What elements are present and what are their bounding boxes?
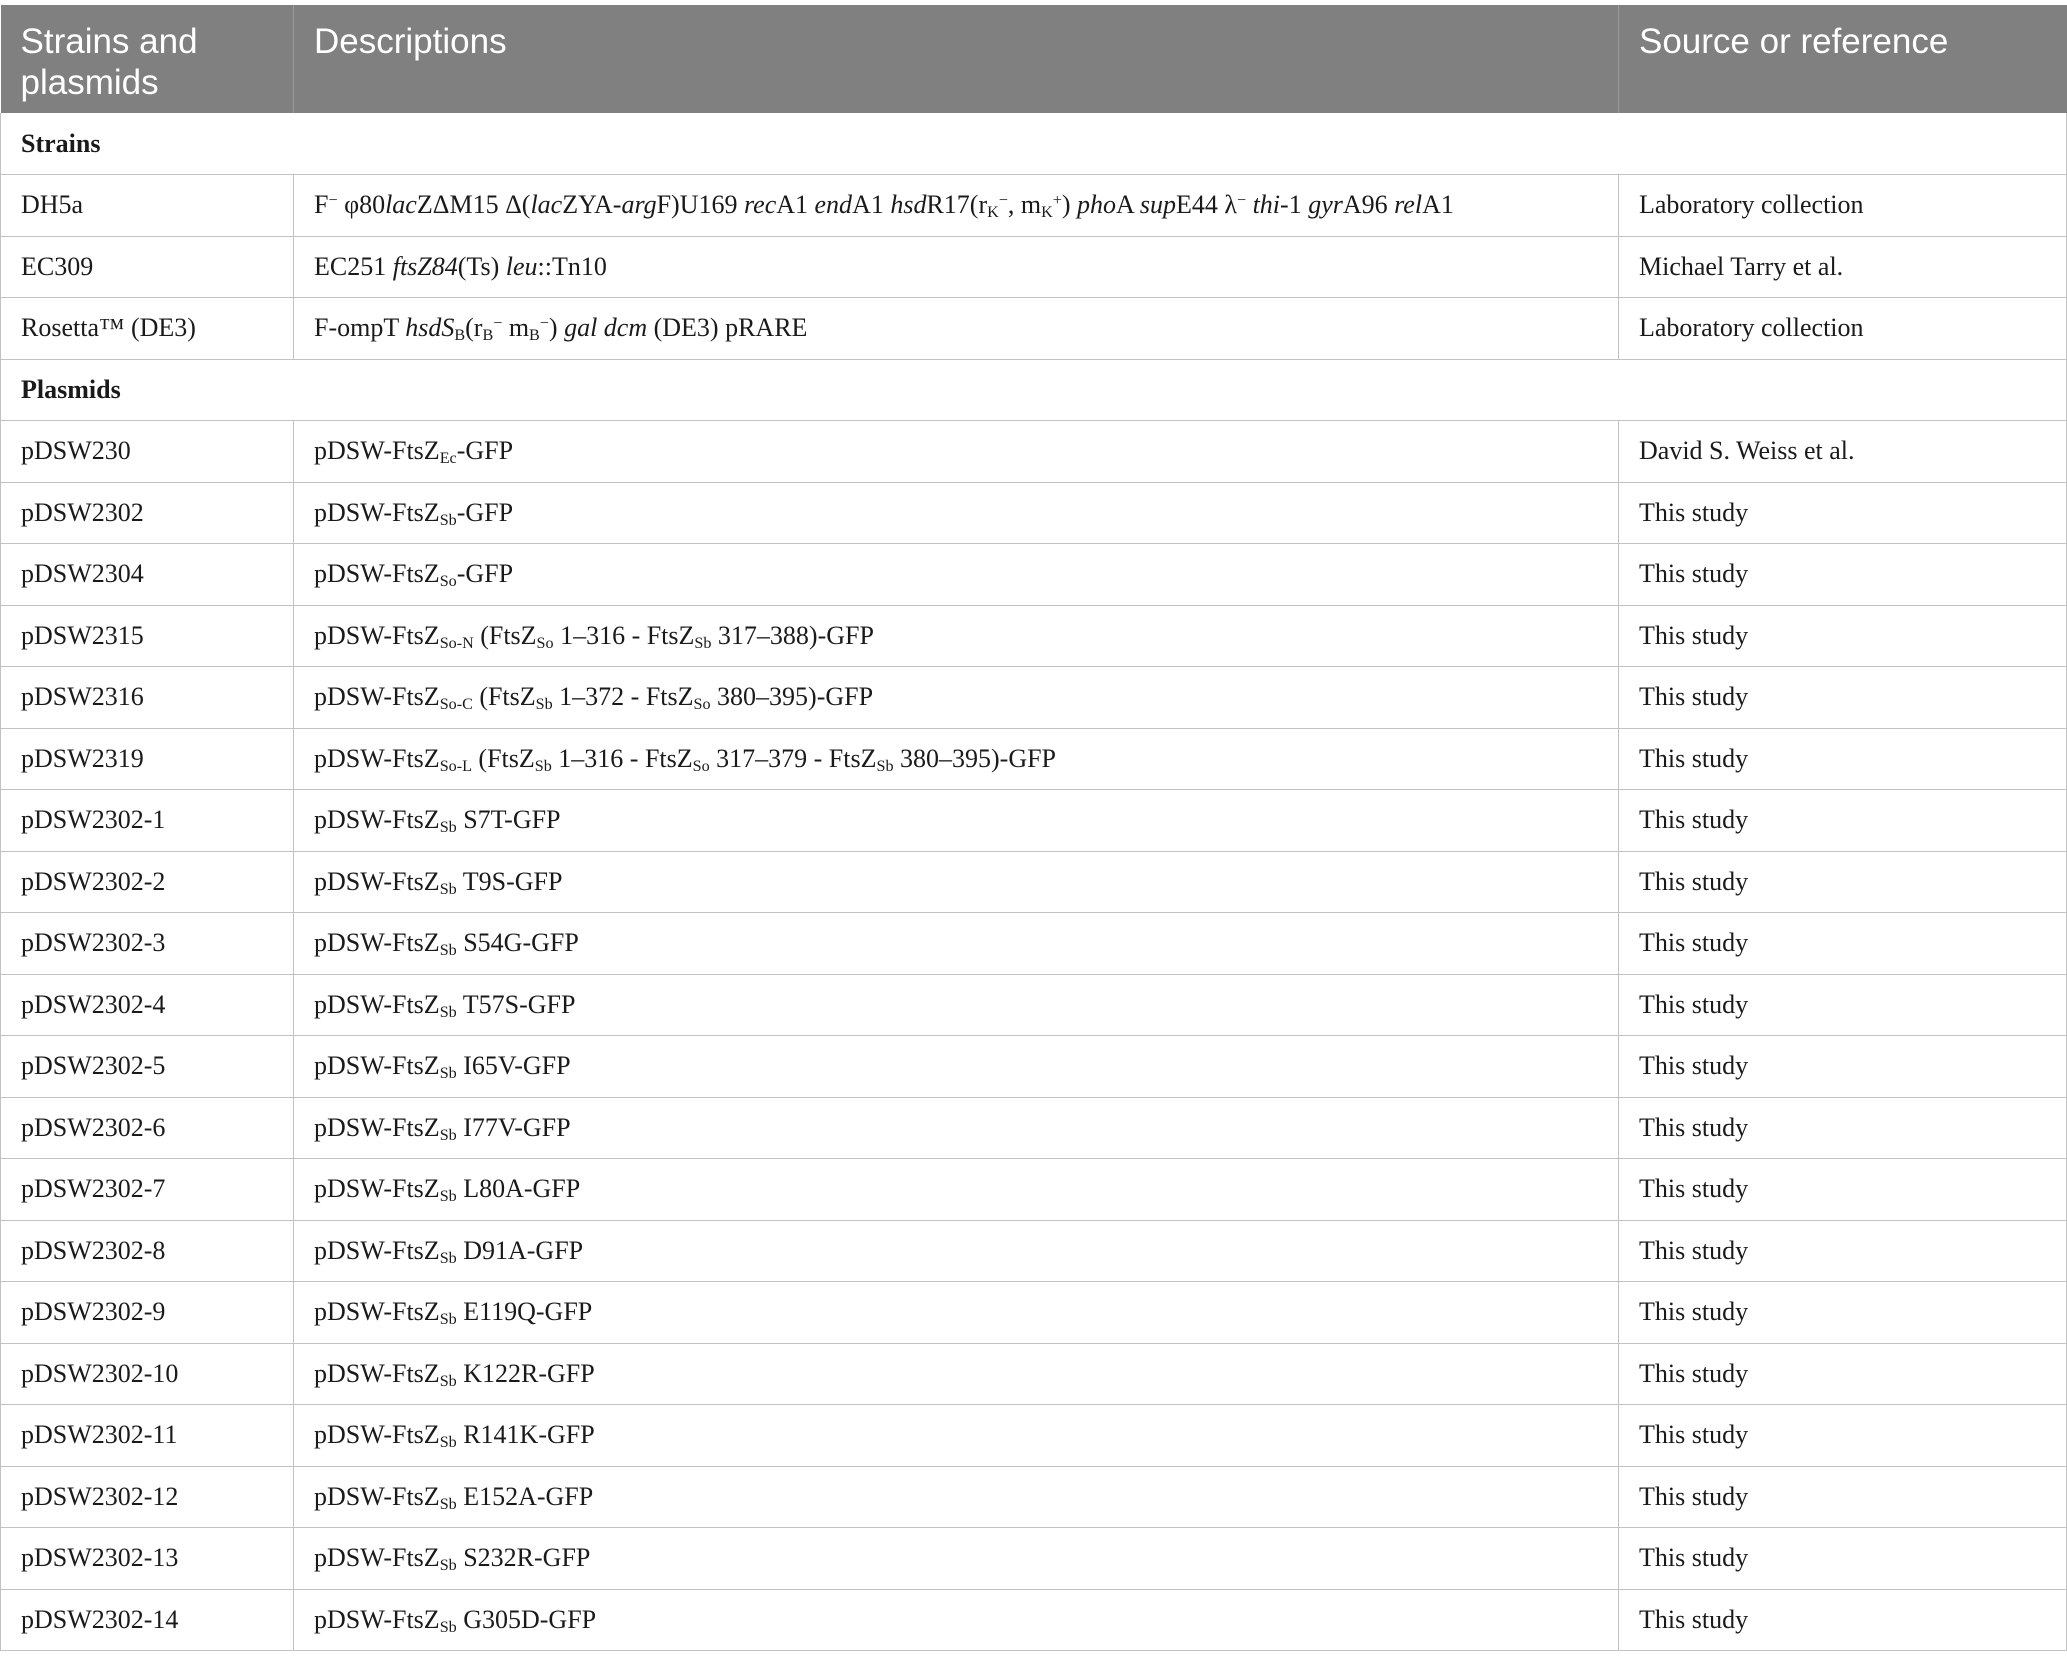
description-segment: Ec [439,450,457,468]
table-row [1,1528,2067,1590]
name-cell: EC309 [1,236,294,298]
table-row [1,1220,2067,1282]
description-segment: Sb [439,1065,457,1083]
description-segment: B [529,327,540,345]
description-segment: − [539,315,549,333]
description-cell [294,482,1619,544]
column-header-strains: Strains and plasmids [1,5,294,113]
table-row [1,544,2067,606]
name-cell: pDSW2315 [1,605,294,667]
description-cell [294,1466,1619,1528]
description-segment: − [998,192,1008,210]
description-segment: Sb [439,1495,457,1513]
description-segment: -1 [1280,190,1309,220]
description-cell [294,1343,1619,1405]
description-segment: So [536,634,554,652]
source-cell: This study [1619,1466,2067,1528]
description-segment: Sb [439,1372,457,1390]
description-segment: rel [1394,190,1423,220]
description-segment: lac [385,190,417,220]
description-segment: φ80 [337,190,386,220]
column-header-source: Source or reference [1619,5,2067,113]
description-segment: 317–379 - FtsZ [709,743,877,773]
description-segment: rec [744,190,777,220]
description-segment: ::Tn10 [537,251,607,281]
description-cell [294,1282,1619,1344]
name-cell: pDSW2302-5 [1,1036,294,1098]
description-segment: 317–388)-GFP [711,620,874,650]
description-segment: B [482,327,494,345]
name-cell: pDSW2302-4 [1,974,294,1036]
name-cell: pDSW2302-2 [1,851,294,913]
description-segment: gyr [1308,190,1343,220]
description-segment: D91A-GFP [456,1235,584,1265]
table-row [1,1036,2067,1098]
name-cell: pDSW2302-11 [1,1405,294,1467]
description-segment: ftsZ84 [392,251,458,281]
description-cell [294,728,1619,790]
description-segment: L80A-GFP [456,1174,581,1204]
description-segment: 1–316 - FtsZ [553,620,695,650]
description-segment: Sb [439,1557,457,1575]
table-row [1,298,2067,360]
source-cell: This study [1619,851,2067,913]
source-cell: Laboratory collection [1619,298,2067,360]
description-segment: A1 [776,190,815,220]
name-cell: pDSW2302-3 [1,913,294,975]
description-segment: pDSW-FtsZ [314,743,440,773]
description-segment: hsdS [405,313,455,343]
description-segment: So [692,757,710,775]
description-segment: T9S-GFP [456,866,563,896]
description-segment: S7T-GFP [456,805,561,835]
description-segment: Sb [439,1618,457,1636]
description-segment: pDSW-FtsZ [314,1358,440,1388]
description-segment: K [1041,204,1053,222]
description-segment: R17(r [926,190,988,220]
source-cell: David S. Weiss et al. [1619,421,2067,483]
description-segment: − [1236,192,1247,210]
description-segment: , m [1007,190,1042,220]
description-segment: So [693,696,711,714]
description-cell [294,974,1619,1036]
table-row [1,421,2067,483]
table-row [1,605,2067,667]
source-cell: Michael Tarry et al. [1619,236,2067,298]
description-segment: ZYA- [562,190,622,220]
description-segment: 1–372 - FtsZ [552,682,694,712]
description-segment: − [493,315,503,333]
description-cell [294,605,1619,667]
table-row [1,851,2067,913]
description-segment: F-ompT [314,313,406,343]
section-row [1,113,2067,175]
description-segment: ) [548,313,565,343]
description-segment: pDSW-FtsZ [314,928,440,958]
description-cell [294,421,1619,483]
description-segment: 1–316 - FtsZ [551,743,693,773]
description-segment: pDSW-FtsZ [314,1543,440,1573]
source-cell: Laboratory collection [1619,175,2067,237]
source-cell: This study [1619,913,2067,975]
table-row [1,790,2067,852]
description-segment: Sb [439,1126,457,1144]
description-cell [294,1097,1619,1159]
description-segment: K [987,204,999,222]
description-cell [294,298,1619,360]
description-segment: -GFP [456,436,514,466]
source-cell: This study [1619,1097,2067,1159]
name-cell: pDSW2319 [1,728,294,790]
table-row [1,1466,2067,1528]
name-cell: pDSW2316 [1,667,294,729]
description-segment: Sb [439,1003,457,1021]
description-segment: E44 λ [1175,190,1237,220]
description-segment: Sb [534,757,552,775]
description-segment: pDSW-FtsZ [314,559,440,589]
column-header-descriptions: Descriptions [294,5,1619,113]
table-row [1,175,2067,237]
description-segment: (DE3) pRARE [647,313,808,343]
description-segment: Sb [439,880,457,898]
description-segment: pDSW-FtsZ [314,866,440,896]
description-segment: − [328,192,338,210]
description-segment: G305D-GFP [456,1604,597,1634]
table-row [1,913,2067,975]
description-segment: -GFP [456,497,514,527]
description-segment: pDSW-FtsZ [314,1235,440,1265]
table-row [1,667,2067,729]
table-row [1,1282,2067,1344]
source-cell: This study [1619,1589,2067,1651]
description-cell [294,790,1619,852]
description-cell [294,1036,1619,1098]
description-segment: So-C [439,696,473,714]
table-row [1,1343,2067,1405]
description-segment: B [454,327,466,345]
description-segment: pDSW-FtsZ [314,620,440,650]
source-cell: This study [1619,1405,2067,1467]
name-cell: DH5a [1,175,294,237]
description-segment: ZΔM15 Δ( [416,190,531,220]
description-segment: pDSW-FtsZ [314,1481,440,1511]
description-segment: EC251 [314,251,393,281]
description-cell [294,1220,1619,1282]
description-cell [294,1589,1619,1651]
name-cell: pDSW2302-6 [1,1097,294,1159]
description-segment: A1 [852,190,891,220]
name-cell: pDSW230 [1,421,294,483]
table-body [1,113,2067,1651]
description-segment: 380–395)-GFP [893,743,1057,773]
source-cell: This study [1619,1159,2067,1221]
description-segment: -GFP [456,559,514,589]
section-title: Plasmids [1,359,2067,421]
name-cell: pDSW2302 [1,482,294,544]
description-segment: So-N [439,634,474,652]
name-cell: pDSW2302-1 [1,790,294,852]
description-segment: leu [505,251,538,281]
table-row [1,482,2067,544]
description-cell [294,1405,1619,1467]
source-cell: This study [1619,1282,2067,1344]
description-segment: T57S-GFP [456,989,576,1019]
name-cell: pDSW2302-13 [1,1528,294,1590]
description-segment: 380–395)-GFP [710,682,874,712]
description-segment: Sb [694,634,712,652]
description-segment: A [1116,190,1140,220]
name-cell: pDSW2302-9 [1,1282,294,1344]
description-segment: E119Q-GFP [456,1297,593,1327]
description-segment: (FtsZ [472,682,536,712]
description-segment: end [814,190,853,220]
table-row [1,1097,2067,1159]
description-segment: Sb [876,757,894,775]
name-cell: Rosetta™ (DE3) [1,298,294,360]
header-row [1,5,2067,113]
description-segment: pDSW-FtsZ [314,497,440,527]
description-cell [294,913,1619,975]
table-row [1,236,2067,298]
source-cell: This study [1619,667,2067,729]
source-cell: This study [1619,790,2067,852]
name-cell: pDSW2302-7 [1,1159,294,1221]
source-cell: This study [1619,1343,2067,1405]
description-segment: I65V-GFP [456,1051,571,1081]
description-segment: I77V-GFP [456,1112,571,1142]
description-cell [294,1528,1619,1590]
description-segment: pDSW-FtsZ [314,1174,440,1204]
source-cell: This study [1619,728,2067,790]
description-segment: pDSW-FtsZ [314,1297,440,1327]
description-segment: (r [465,313,483,343]
description-segment: Sb [535,696,553,714]
source-cell: This study [1619,1220,2067,1282]
description-segment: A96 [1342,190,1395,220]
description-segment: So [439,573,457,591]
description-cell [294,851,1619,913]
description-segment: Sb [439,511,457,529]
description-segment: Sb [439,1434,457,1452]
description-segment: S54G-GFP [456,928,579,958]
description-cell [294,667,1619,729]
description-segment: F)U169 [656,190,744,220]
description-segment: pDSW-FtsZ [314,682,440,712]
description-segment: Sb [439,942,457,960]
description-segment: sup [1139,190,1176,220]
description-segment: gal dcm [564,313,648,343]
description-segment: pho [1077,190,1117,220]
table-row [1,974,2067,1036]
description-segment: thi [1252,190,1281,220]
description-cell [294,544,1619,606]
description-segment: Sb [439,1188,457,1206]
description-segment: pDSW-FtsZ [314,1051,440,1081]
description-segment: pDSW-FtsZ [314,805,440,835]
description-segment: lac [530,190,563,220]
description-segment: m [502,313,530,343]
description-segment: pDSW-FtsZ [314,1420,440,1450]
source-cell: This study [1619,974,2067,1036]
name-cell: pDSW2302-8 [1,1220,294,1282]
description-segment: Sb [439,1311,457,1329]
description-segment: arg [621,190,657,220]
description-segment: hsd [890,190,927,220]
description-cell [294,236,1619,298]
source-cell: This study [1619,482,2067,544]
table-row [1,1405,2067,1467]
description-segment: ) [1061,190,1078,220]
description-segment: Sb [439,1249,457,1267]
table-row [1,1159,2067,1221]
section-title: Strains [1,113,2067,175]
description-cell [294,175,1619,237]
description-segment: A1 [1422,190,1454,220]
name-cell: pDSW2302-10 [1,1343,294,1405]
strains-plasmids-table [0,5,2067,1651]
description-segment: + [1052,192,1062,210]
source-cell: This study [1619,605,2067,667]
description-segment: F [314,190,329,220]
description-segment: So-L [439,757,472,775]
description-segment: (Ts) [457,251,506,281]
description-segment: S232R-GFP [456,1543,591,1573]
description-segment: (FtsZ [473,620,537,650]
source-cell: This study [1619,1036,2067,1098]
table-row [1,728,2067,790]
description-segment: pDSW-FtsZ [314,436,440,466]
description-segment: R141K-GFP [456,1420,595,1450]
table-header [1,5,2067,113]
name-cell: pDSW2302-14 [1,1589,294,1651]
description-segment: K122R-GFP [456,1358,595,1388]
description-segment: pDSW-FtsZ [314,1604,440,1634]
name-cell: pDSW2302-12 [1,1466,294,1528]
description-segment: Sb [439,819,457,837]
description-segment: (FtsZ [471,743,535,773]
description-segment: pDSW-FtsZ [314,1112,440,1142]
description-cell [294,1159,1619,1221]
description-segment: E152A-GFP [456,1481,594,1511]
source-cell: This study [1619,1528,2067,1590]
description-segment: pDSW-FtsZ [314,989,440,1019]
table-row [1,1589,2067,1651]
name-cell: pDSW2304 [1,544,294,606]
section-row [1,359,2067,421]
source-cell: This study [1619,544,2067,606]
